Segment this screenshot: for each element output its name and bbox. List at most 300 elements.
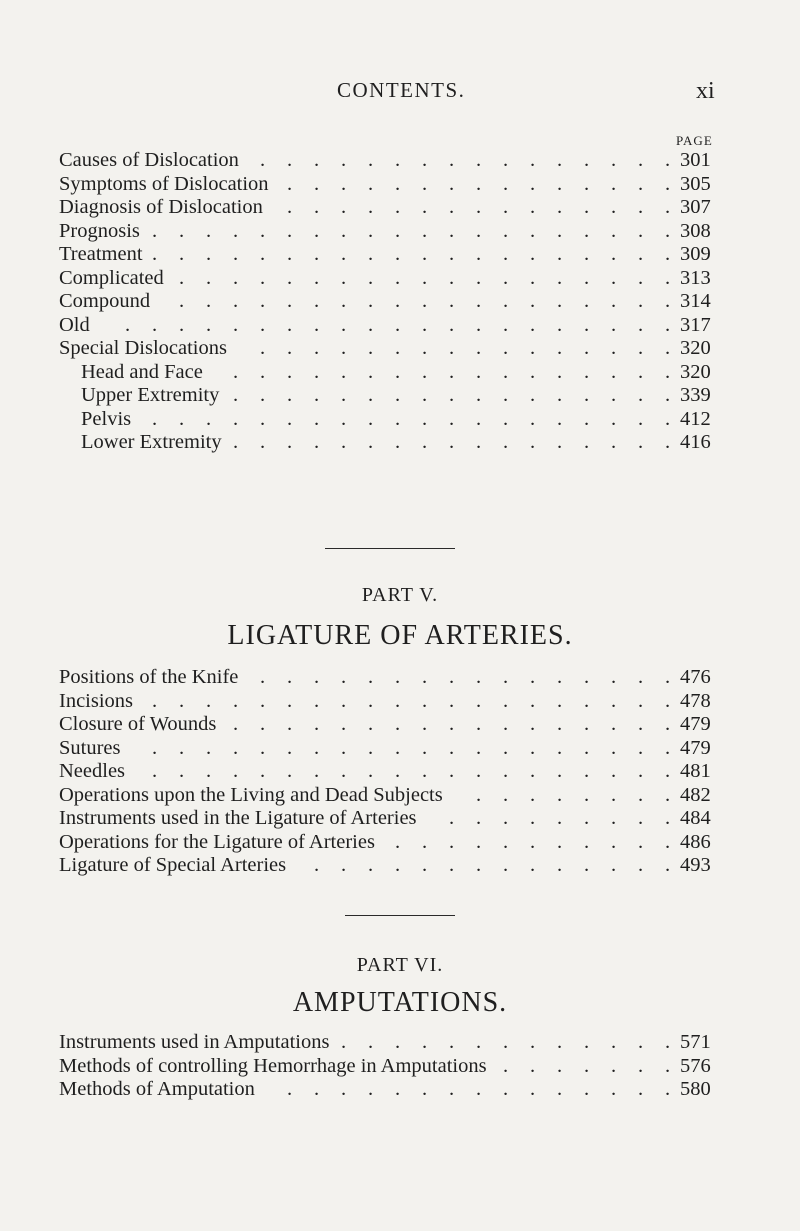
toc-entry bbox=[0, 220, 800, 245]
divider-rule bbox=[325, 548, 455, 549]
leader-dot: . bbox=[368, 713, 374, 735]
leader-dot: . bbox=[530, 1054, 536, 1077]
leader-dot: . bbox=[557, 760, 563, 782]
leader-dot: . bbox=[584, 1078, 590, 1100]
leader-dot: . bbox=[584, 736, 590, 759]
entry-page-number: 478 bbox=[680, 689, 711, 712]
leader-dot: . bbox=[449, 1031, 455, 1053]
leader-dot: . bbox=[530, 407, 536, 430]
leader-dot: . bbox=[368, 243, 374, 265]
leader-dot: . bbox=[422, 360, 428, 383]
leader-dot: . bbox=[287, 1078, 293, 1100]
leader-dot: . bbox=[233, 313, 239, 336]
leader-dot: . bbox=[368, 1031, 374, 1053]
leader-dot: . bbox=[395, 666, 401, 688]
leader-dot: . bbox=[449, 243, 455, 265]
leader-dot: . bbox=[476, 666, 482, 688]
leader-dot: . bbox=[611, 219, 617, 242]
leader-dot: . bbox=[530, 384, 536, 406]
leader-dot: . bbox=[476, 760, 482, 782]
entry-title: Ligature of Special Arteries bbox=[59, 854, 287, 876]
leader-dot: . bbox=[530, 1031, 536, 1053]
leader-dot: . bbox=[557, 713, 563, 735]
leader-dot: . bbox=[638, 807, 644, 829]
leader-dot: . bbox=[530, 713, 536, 735]
leader-dot: . bbox=[476, 172, 482, 195]
leader-dot: . bbox=[584, 407, 590, 430]
leader-dot: . bbox=[665, 149, 671, 171]
leader-dot: . bbox=[287, 713, 293, 735]
leader-dot: . bbox=[584, 1031, 590, 1053]
toc-entry bbox=[0, 1078, 800, 1103]
leader-dot: . bbox=[341, 854, 347, 876]
entry-title: Causes of Dislocation bbox=[59, 149, 239, 171]
leader-dot: . bbox=[503, 266, 509, 289]
leader-dot: . bbox=[341, 384, 347, 406]
leader-dot: . bbox=[260, 290, 266, 312]
leader-dot: . bbox=[665, 1078, 671, 1100]
leader-dot: . bbox=[206, 407, 212, 430]
leader-dot: . bbox=[422, 1031, 428, 1053]
leader-dot: . bbox=[503, 1031, 509, 1053]
leader-dot: . bbox=[368, 196, 374, 218]
leader-dot: . bbox=[287, 760, 293, 782]
leader-dot: . bbox=[341, 431, 347, 453]
leader-dot: . bbox=[611, 736, 617, 759]
leader-dot: . bbox=[638, 243, 644, 265]
leader-dot: . bbox=[611, 313, 617, 336]
leader-dot: . bbox=[206, 313, 212, 336]
leader-dot: . bbox=[449, 736, 455, 759]
leader-dot: . bbox=[341, 172, 347, 195]
entry-page-number: 339 bbox=[680, 384, 711, 406]
leader-dot: . bbox=[260, 360, 266, 383]
leader-dot: . bbox=[476, 219, 482, 242]
leader-dot: . bbox=[314, 384, 320, 406]
leader-dot: . bbox=[476, 266, 482, 289]
leader-dot: . bbox=[476, 384, 482, 406]
part-label: PART VI. bbox=[356, 954, 444, 976]
leader-dot: . bbox=[341, 1078, 347, 1100]
leader-dot: . bbox=[449, 360, 455, 383]
entry-page-number: 484 bbox=[680, 807, 711, 829]
leader-dot: . bbox=[260, 689, 266, 712]
leader-dot: . bbox=[341, 689, 347, 712]
leader-dot: . bbox=[530, 149, 536, 171]
leader-dot: . bbox=[638, 854, 644, 876]
leader-dot: . bbox=[395, 1031, 401, 1053]
leader-dot: . bbox=[476, 854, 482, 876]
leader-dot: . bbox=[368, 266, 374, 289]
leader-dot: . bbox=[503, 243, 509, 265]
entry-page-number: 309 bbox=[680, 243, 711, 265]
entry-page-number: 479 bbox=[680, 736, 711, 759]
leader-dot: . bbox=[368, 219, 374, 242]
leader-dot: . bbox=[368, 337, 374, 359]
entry-page-number: 493 bbox=[680, 854, 711, 876]
leader-dot: . bbox=[449, 266, 455, 289]
leader-dot: . bbox=[638, 1031, 644, 1053]
entry-title: Complicated bbox=[59, 266, 164, 289]
leader-dot: . bbox=[503, 290, 509, 312]
leader-dot: . bbox=[503, 360, 509, 383]
leader-dot: . bbox=[395, 431, 401, 453]
leader-dot: . bbox=[503, 337, 509, 359]
leader-dot: . bbox=[395, 713, 401, 735]
leader-dot: . bbox=[422, 243, 428, 265]
leader-dot: . bbox=[422, 1078, 428, 1100]
leader-dot: . bbox=[503, 689, 509, 712]
leader-dot: . bbox=[665, 313, 671, 336]
leader-dot: . bbox=[584, 243, 590, 265]
leader-dot: . bbox=[233, 243, 239, 265]
leader-dot: . bbox=[449, 713, 455, 735]
leader-dot: . bbox=[557, 689, 563, 712]
leader-dot: . bbox=[557, 407, 563, 430]
leader-dot: . bbox=[557, 431, 563, 453]
section-title: LIGATURE OF ARTERIES. bbox=[227, 620, 573, 651]
toc-entry bbox=[0, 760, 800, 785]
leader-dot: . bbox=[314, 290, 320, 312]
leader-dot: . bbox=[557, 1054, 563, 1077]
leader-dot: . bbox=[584, 149, 590, 171]
leader-dot: . bbox=[449, 313, 455, 336]
leader-dot: . bbox=[611, 1031, 617, 1053]
leader-dot: . bbox=[584, 313, 590, 336]
leader-dot: . bbox=[233, 760, 239, 782]
leader-dot: . bbox=[368, 431, 374, 453]
leader-dot: . bbox=[584, 172, 590, 195]
leader-dot: . bbox=[611, 431, 617, 453]
leader-dot: . bbox=[530, 360, 536, 383]
leader-dot: . bbox=[584, 783, 590, 806]
leader-dot: . bbox=[368, 666, 374, 688]
leader-dot: . bbox=[314, 854, 320, 876]
leader-dot: . bbox=[638, 1054, 644, 1077]
leader-dot: . bbox=[287, 689, 293, 712]
leader-dot: . bbox=[449, 219, 455, 242]
leader-dot: . bbox=[476, 736, 482, 759]
leader-dot: . bbox=[314, 760, 320, 782]
leader-dot: . bbox=[530, 689, 536, 712]
leader-dot: . bbox=[341, 760, 347, 782]
leader-dot: . bbox=[395, 196, 401, 218]
leader-dot: . bbox=[530, 807, 536, 829]
leader-dot: . bbox=[611, 266, 617, 289]
leader-dot: . bbox=[260, 219, 266, 242]
leader-dot: . bbox=[638, 337, 644, 359]
leader-dot: . bbox=[476, 783, 482, 806]
leader-dot: . bbox=[476, 290, 482, 312]
toc-entry bbox=[0, 666, 800, 691]
leader-dot: . bbox=[584, 830, 590, 853]
leader-dot: . bbox=[638, 783, 644, 806]
leader-dot: . bbox=[449, 196, 455, 218]
entry-title: Instruments used in the Ligature of Arteries bbox=[59, 807, 417, 829]
leader-dot: . bbox=[287, 290, 293, 312]
leader-dot: . bbox=[395, 407, 401, 430]
leader-dot: . bbox=[611, 407, 617, 430]
entry-title: Methods of Amputation bbox=[59, 1078, 255, 1100]
leader-dot: . bbox=[287, 243, 293, 265]
leader-dot: . bbox=[611, 1054, 617, 1077]
leader-dot: . bbox=[638, 713, 644, 735]
toc-entry bbox=[0, 361, 800, 386]
leader-dot: . bbox=[341, 219, 347, 242]
leader-dot: . bbox=[287, 149, 293, 171]
leader-dot: . bbox=[233, 219, 239, 242]
leader-dot: . bbox=[395, 384, 401, 406]
leader-dot: . bbox=[611, 337, 617, 359]
leader-dot: . bbox=[449, 689, 455, 712]
toc-entry bbox=[0, 713, 800, 738]
leader-dot: . bbox=[152, 243, 158, 265]
leader-dot: . bbox=[287, 384, 293, 406]
leader-dot: . bbox=[638, 149, 644, 171]
leader-dot: . bbox=[530, 290, 536, 312]
section-title: AMPUTATIONS. bbox=[292, 987, 508, 1018]
leader-dot: . bbox=[611, 172, 617, 195]
leader-dot: . bbox=[449, 290, 455, 312]
leader-dot: . bbox=[611, 854, 617, 876]
leader-dot: . bbox=[584, 219, 590, 242]
toc-entry bbox=[0, 196, 800, 221]
leader-dot: . bbox=[314, 266, 320, 289]
leader-dot: . bbox=[341, 149, 347, 171]
entry-title: Special Dislocations bbox=[59, 337, 227, 359]
running-title: CONTENTS. bbox=[337, 78, 466, 102]
leader-dot: . bbox=[395, 243, 401, 265]
leader-dot: . bbox=[584, 666, 590, 688]
leader-dot: . bbox=[476, 807, 482, 829]
leader-dot: . bbox=[314, 172, 320, 195]
leader-dot: . bbox=[584, 689, 590, 712]
leader-dot: . bbox=[476, 196, 482, 218]
leader-dot: . bbox=[260, 337, 266, 359]
leader-dot: . bbox=[395, 266, 401, 289]
leader-dot: . bbox=[638, 760, 644, 782]
leader-dot: . bbox=[638, 830, 644, 853]
leader-dot: . bbox=[395, 149, 401, 171]
entry-title: Treatment bbox=[59, 243, 143, 265]
leader-dot: . bbox=[530, 243, 536, 265]
leader-dot: . bbox=[152, 407, 158, 430]
leader-dot: . bbox=[260, 149, 266, 171]
entry-title: Incisions bbox=[59, 689, 134, 712]
entry-title: Diagnosis of Dislocation bbox=[59, 196, 263, 218]
entry-title: Symptoms of Dislocation bbox=[59, 172, 269, 195]
toc-entry bbox=[0, 854, 800, 879]
leader-dot: . bbox=[314, 666, 320, 688]
leader-dot: . bbox=[557, 384, 563, 406]
leader-dot: . bbox=[449, 666, 455, 688]
leader-dot: . bbox=[638, 431, 644, 453]
leader-dot: . bbox=[314, 736, 320, 759]
leader-dot: . bbox=[611, 830, 617, 853]
leader-dot: . bbox=[530, 736, 536, 759]
leader-dot: . bbox=[395, 219, 401, 242]
leader-dot: . bbox=[422, 736, 428, 759]
leader-dot: . bbox=[611, 149, 617, 171]
leader-dot: . bbox=[233, 360, 239, 383]
toc-entry bbox=[0, 267, 800, 292]
leader-dot: . bbox=[503, 783, 509, 806]
leader-dot: . bbox=[476, 1078, 482, 1100]
leader-dot: . bbox=[476, 713, 482, 735]
leader-dot: . bbox=[611, 360, 617, 383]
leader-dot: . bbox=[530, 172, 536, 195]
leader-dot: . bbox=[557, 1078, 563, 1100]
leader-dot: . bbox=[422, 266, 428, 289]
leader-dot: . bbox=[557, 360, 563, 383]
leader-dot: . bbox=[422, 196, 428, 218]
leader-dot: . bbox=[503, 1078, 509, 1100]
leader-dot: . bbox=[422, 384, 428, 406]
leader-dot: . bbox=[584, 384, 590, 406]
leader-dot: . bbox=[422, 830, 428, 853]
part-label: PART V. bbox=[361, 584, 439, 606]
leader-dot: . bbox=[476, 431, 482, 453]
leader-dot: . bbox=[260, 384, 266, 406]
leader-dot: . bbox=[530, 666, 536, 688]
entry-page-number: 481 bbox=[680, 760, 711, 782]
leader-dot: . bbox=[341, 360, 347, 383]
leader-dot: . bbox=[530, 337, 536, 359]
leader-dot: . bbox=[503, 149, 509, 171]
leader-dot: . bbox=[530, 1078, 536, 1100]
leader-dot: . bbox=[368, 1078, 374, 1100]
leader-dot: . bbox=[503, 313, 509, 336]
entry-title: Compound bbox=[59, 290, 151, 312]
leader-dot: . bbox=[206, 290, 212, 312]
page-header bbox=[0, 78, 800, 108]
entry-title: Old bbox=[59, 313, 90, 336]
leader-dot: . bbox=[368, 313, 374, 336]
leader-dot: . bbox=[314, 360, 320, 383]
leader-dot: . bbox=[368, 384, 374, 406]
toc-entry bbox=[0, 173, 800, 198]
toc-entry bbox=[0, 243, 800, 268]
leader-dot: . bbox=[314, 149, 320, 171]
leader-dot: . bbox=[395, 360, 401, 383]
leader-dot: . bbox=[422, 219, 428, 242]
leader-dot: . bbox=[638, 1078, 644, 1100]
leader-dot: . bbox=[314, 219, 320, 242]
leader-dot: . bbox=[395, 736, 401, 759]
leader-dot: . bbox=[476, 407, 482, 430]
leader-dot: . bbox=[476, 689, 482, 712]
entry-page-number: 479 bbox=[680, 713, 711, 735]
leader-dot: . bbox=[611, 290, 617, 312]
entry-page-number: 301 bbox=[680, 149, 711, 171]
page-column-label: PAGE bbox=[676, 133, 713, 148]
leader-dot: . bbox=[422, 713, 428, 735]
leader-dot: . bbox=[584, 854, 590, 876]
leader-dot: . bbox=[368, 290, 374, 312]
leader-dot: . bbox=[260, 407, 266, 430]
leader-dot: . bbox=[233, 431, 239, 453]
leader-dot: . bbox=[665, 783, 671, 806]
leader-dot: . bbox=[449, 149, 455, 171]
leader-dot: . bbox=[206, 243, 212, 265]
leader-dot: . bbox=[395, 337, 401, 359]
entry-title: Head and Face bbox=[81, 360, 203, 383]
leader-dot: . bbox=[179, 407, 185, 430]
leader-dot: . bbox=[503, 807, 509, 829]
entry-title: Operations upon the Living and Dead Subjects bbox=[59, 783, 443, 806]
toc-entry bbox=[0, 690, 800, 715]
leader-dot: . bbox=[476, 313, 482, 336]
leader-dot: . bbox=[611, 807, 617, 829]
leader-dot: . bbox=[503, 830, 509, 853]
entry-page-number: 412 bbox=[680, 407, 711, 430]
leader-dot: . bbox=[665, 290, 671, 312]
leader-dot: . bbox=[611, 666, 617, 688]
leader-dot: . bbox=[368, 407, 374, 430]
page-number: xi bbox=[696, 78, 715, 104]
leader-dot: . bbox=[557, 807, 563, 829]
entry-title: Methods of controlling Hemorrhage in Amputations bbox=[59, 1054, 487, 1077]
leader-dot: . bbox=[422, 689, 428, 712]
leader-dot: . bbox=[314, 431, 320, 453]
leader-dot: . bbox=[611, 760, 617, 782]
entry-title: Pelvis bbox=[81, 407, 132, 430]
leader-dot: . bbox=[179, 266, 185, 289]
leader-dot: . bbox=[530, 854, 536, 876]
leader-dot: . bbox=[206, 266, 212, 289]
leader-dot: . bbox=[530, 783, 536, 806]
leader-dot: . bbox=[287, 337, 293, 359]
leader-dot: . bbox=[260, 666, 266, 688]
leader-dot: . bbox=[638, 384, 644, 406]
toc-entry bbox=[0, 784, 800, 809]
leader-dot: . bbox=[422, 431, 428, 453]
leader-dot: . bbox=[476, 149, 482, 171]
leader-dot: . bbox=[557, 149, 563, 171]
leader-dot: . bbox=[449, 807, 455, 829]
leader-dot: . bbox=[422, 290, 428, 312]
leader-dot: . bbox=[557, 666, 563, 688]
leader-dot: . bbox=[260, 736, 266, 759]
leader-dot: . bbox=[314, 1078, 320, 1100]
leader-dot: . bbox=[584, 807, 590, 829]
leader-dot: . bbox=[503, 1054, 509, 1077]
toc-entry bbox=[0, 737, 800, 762]
leader-dot: . bbox=[665, 736, 671, 759]
leader-dot: . bbox=[638, 689, 644, 712]
leader-dot: . bbox=[233, 266, 239, 289]
entry-title: Lower Extremity bbox=[81, 431, 222, 453]
leader-dot: . bbox=[341, 337, 347, 359]
leader-dot: . bbox=[341, 196, 347, 218]
leader-dot: . bbox=[584, 1054, 590, 1077]
leader-dot: . bbox=[503, 196, 509, 218]
leader-dot: . bbox=[422, 313, 428, 336]
leader-dot: . bbox=[152, 736, 158, 759]
leader-dot: . bbox=[665, 384, 671, 406]
leader-dot: . bbox=[422, 760, 428, 782]
leader-dot: . bbox=[341, 713, 347, 735]
leader-dot: . bbox=[287, 219, 293, 242]
leader-dot: . bbox=[638, 196, 644, 218]
leader-dot: . bbox=[449, 854, 455, 876]
leader-dot: . bbox=[179, 243, 185, 265]
leader-dot: . bbox=[611, 689, 617, 712]
leader-dot: . bbox=[449, 830, 455, 853]
leader-dot: . bbox=[611, 243, 617, 265]
leader-dot: . bbox=[422, 172, 428, 195]
leader-dot: . bbox=[638, 313, 644, 336]
